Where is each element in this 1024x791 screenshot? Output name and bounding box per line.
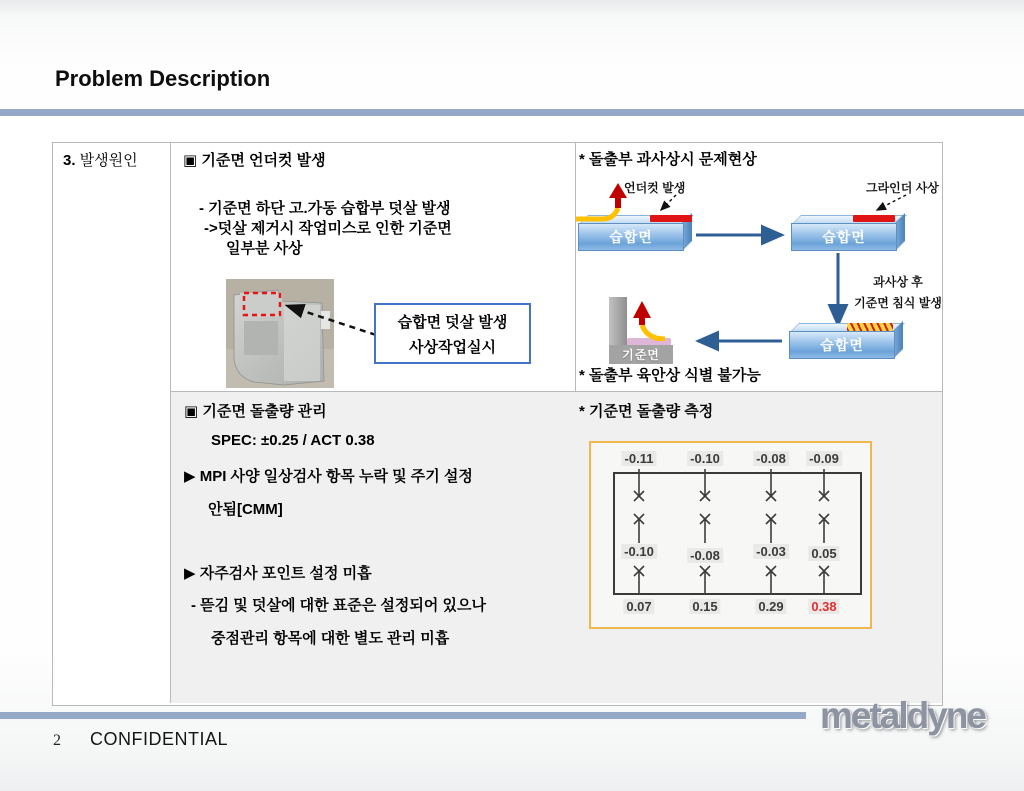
undercut-line1: - 기준면 하단 고.가동 습합부 덧살 발생	[199, 200, 451, 217]
measurement-heading: * 기준면 돌출량 측정	[579, 403, 714, 420]
undercut-heading: ▣ 기준면 언더컷 발생	[183, 152, 326, 169]
meas-value-out-of-spec: 0.38	[808, 599, 839, 614]
measure-tick-icon	[816, 469, 832, 503]
meas-value: -0.08	[753, 451, 789, 466]
box-front-face	[789, 331, 895, 359]
meas-value: -0.03	[753, 544, 789, 559]
after-note-line2: 기준면 침식 발생	[854, 296, 942, 310]
phenomenon-heading: * 돌출부 과사상시 문제현상	[579, 151, 757, 168]
box-front-face	[791, 223, 897, 251]
meas-value: 0.29	[755, 599, 786, 614]
meas-value: -0.10	[687, 451, 723, 466]
meas-value: 0.15	[689, 599, 720, 614]
row-number: 3.	[63, 152, 76, 169]
mating-face-label: 습합면	[609, 229, 653, 245]
bullet2-line3: 중점관리 항목에 대한 별도 관리 미흡	[211, 630, 450, 647]
measure-tick-icon	[631, 513, 647, 543]
page-title: Problem Description	[55, 66, 271, 91]
mating-face-box-2	[791, 207, 913, 249]
undercut-cell	[171, 143, 576, 392]
grinder-pointer-label: 그라인더 사상	[866, 181, 939, 195]
mating-face-box-1	[578, 207, 700, 249]
measure-tick-icon	[697, 513, 713, 543]
phenomenon-cell	[576, 143, 942, 392]
metaldyne-logo: metaldyne	[820, 695, 986, 736]
bullet1-line2: 안됨[CMM]	[208, 501, 283, 518]
phenomenon-footnote: * 돌출부 육안상 식별 불가능	[579, 367, 761, 384]
bullet2-line2: - 뜯김 및 덧살에 대한 표준은 설정되어 있으나	[191, 597, 486, 614]
erosion-mark	[847, 323, 893, 331]
management-heading: ▣ 기준면 돌출량 관리	[184, 403, 327, 420]
row-header-cell	[53, 143, 171, 703]
undercut-mark	[650, 215, 692, 222]
measure-tick-icon	[816, 565, 832, 595]
meas-value: 0.05	[808, 546, 839, 561]
meas-value: -0.08	[687, 548, 723, 563]
undercut-line3: 일부분 사상	[226, 240, 303, 257]
measure-tick-icon	[631, 565, 647, 595]
undercut-line2: ->덧살 제거시 작업미스로 인한 기준면	[204, 220, 452, 237]
datum-face-label: 기준면	[622, 348, 660, 362]
measure-tick-icon	[763, 565, 779, 595]
meas-value: -0.11	[622, 451, 657, 466]
meas-value: -0.10	[621, 544, 657, 559]
measure-tick-icon	[816, 513, 832, 543]
measurement-figure	[589, 441, 872, 629]
callout-box	[374, 303, 531, 364]
meas-value: 0.07	[623, 599, 654, 614]
bullet2-line1: ▶ 자주검사 포인트 설정 미흡	[184, 565, 372, 582]
datum-face-figure	[609, 297, 679, 367]
mating-face-label: 습합면	[822, 229, 866, 245]
bullet1-line1: ▶ MPI 사양 일상검사 항목 누락 및 주기 설정	[184, 468, 473, 485]
undercut-pointer-label: 언더컷 발생	[624, 181, 686, 195]
spec-line: SPEC: ±0.25 / ACT 0.38	[211, 432, 375, 449]
mating-face-box-3	[789, 315, 911, 357]
callout-pointer-arrow	[276, 293, 380, 341]
management-cell	[171, 392, 942, 703]
bottom-divider	[0, 712, 806, 719]
meas-value: -0.09	[806, 451, 842, 466]
grind-mark	[853, 215, 895, 222]
measure-tick-icon	[763, 469, 779, 503]
measure-tick-icon	[763, 513, 779, 543]
measure-tick-icon	[697, 469, 713, 503]
content-table	[52, 142, 943, 706]
burr-arrow-icon	[574, 181, 634, 227]
callout-line2: 사상작업실시	[409, 338, 496, 356]
confidential-label: CONFIDENTIAL	[90, 729, 229, 749]
datum-base	[609, 345, 673, 364]
box-front-face	[578, 223, 684, 251]
measure-tick-icon	[697, 565, 713, 595]
page-number: 2	[53, 732, 61, 749]
protrusion-arrow-icon	[623, 295, 669, 341]
after-note-line1: 과사상 후	[873, 275, 923, 289]
after-grind-note	[854, 273, 942, 311]
callout-line1: 습합면 덧살 발생	[397, 313, 508, 331]
mating-face-label: 습합면	[820, 337, 864, 353]
top-divider	[0, 109, 1024, 116]
row-label: 발생원인	[79, 152, 138, 169]
measure-tick-icon	[631, 469, 647, 503]
